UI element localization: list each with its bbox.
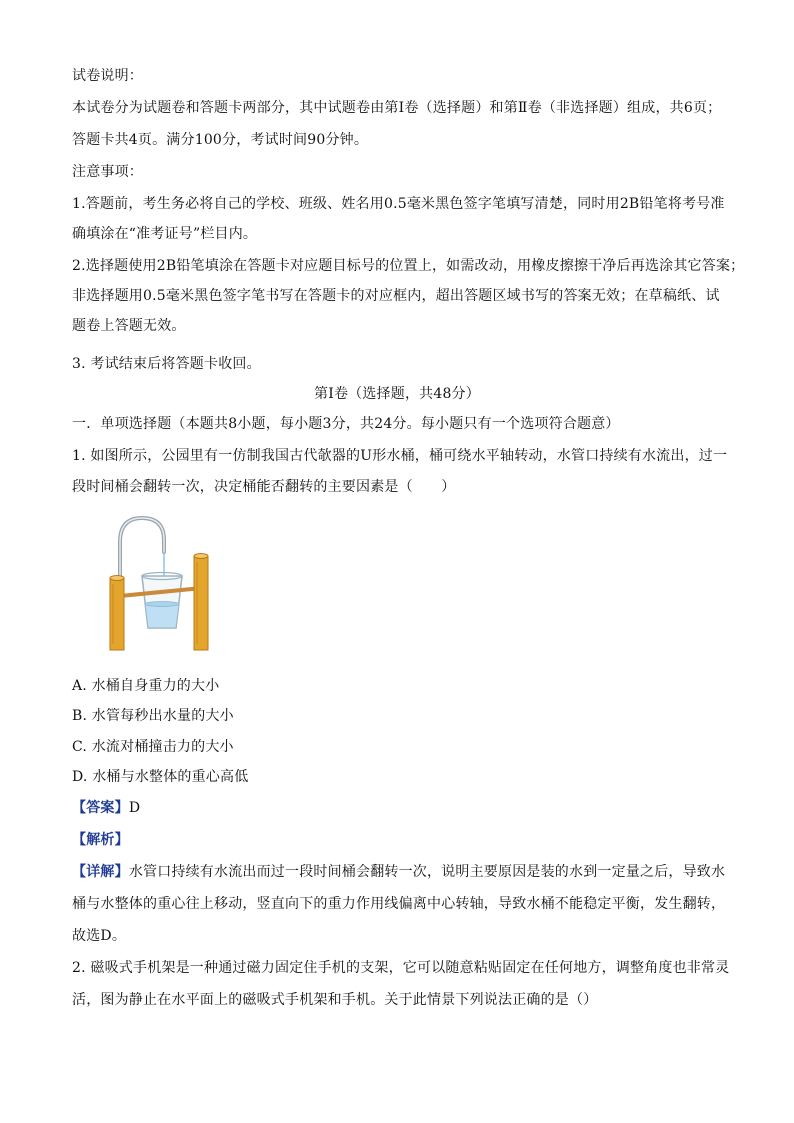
question-1-option-c: C. 水流对桶撞击力的大小: [72, 739, 234, 755]
question-1-option-d: D. 水桶与水整体的重心高低: [72, 769, 249, 785]
instructions-title: 试卷说明：: [72, 68, 143, 84]
note-2-line-3: 题卷上答题无效。: [72, 318, 186, 334]
question-1-stem-line-2: 段时间桶会翻转一次，决定桶能否翻转的主要因素是（ ）: [72, 479, 456, 495]
instructions-line-2: 答题卡共4页。满分100分，考试时间90分钟。: [72, 132, 369, 148]
part-heading: 一．单项选择题（本题共8小题，每小题3分，共24分。每小题只有一个选项符合题意）: [72, 416, 620, 432]
question-1-answer: [72, 798, 732, 818]
analysis-tag: 【解析】: [72, 832, 129, 848]
question-1-detail-line-3: 故选D。: [72, 928, 127, 944]
note-1-line-1: 1.答题前，考生务必将自己的学校、班级、姓名用0.5毫米黑色签字笔填写清楚，同时用2B铅笔将考号准: [72, 196, 725, 212]
detail-text-1: 水管口持续有水流出而过一段时间桶会翻转一次，说明主要原因是装的水到一定量之后，导致水: [128, 864, 726, 880]
water-bucket-figure: [100, 512, 220, 652]
question-1-analysis: [72, 830, 732, 850]
detail-tag: 【详解】: [72, 864, 129, 880]
section-title: 第Ⅰ卷（选择题，共48分）: [314, 386, 480, 402]
question-2-stem-line-1: 2. 磁吸式手机架是一种通过磁力固定住手机的支架，它可以随意粘贴固定在任何地方，调整角度也非常灵: [72, 960, 730, 976]
question-1-stem-line-1: 1. 如图所示，公园里有一仿制我国古代欹器的U形水桶，桶可绕水平轴转动，水管口持续有水流出，过一: [72, 448, 728, 464]
notes-title: 注意事项：: [72, 164, 143, 180]
note-2-line-2: 非选择题用0.5毫米黑色签字笔书写在答题卡的对应框内，超出答题区域书写的答案无效；在草稿纸、试: [72, 288, 720, 304]
question-1-detail-line-1: [72, 862, 732, 882]
instructions-line-1: 本试卷分为试题卷和答题卡两部分，其中试题卷由第Ⅰ卷（选择题）和第Ⅱ卷（非选择题）组成，共6页；: [72, 100, 722, 116]
note-1-line-2: 确填涂在“准考证号”栏目内。: [72, 226, 258, 242]
question-2-stem-line-2: 活，图为静止在水平面上的磁吸式手机架和手机。关于此情景下列说法正确的是（）: [72, 992, 598, 1008]
note-2-line-1: 2.选择题使用2B铅笔填涂在答题卡对应题目标号的位置上，如需改动，用橡皮擦擦干净后再选涂其它答案；: [72, 258, 745, 274]
question-1-detail-line-2: 桶与水整体的重心往上移动，竖直向下的重力作用线偏离中心转轴，导致水桶不能稳定平衡，发生翻转，: [72, 896, 726, 912]
answer-value: D: [128, 800, 141, 816]
water-bucket-illustration: [100, 512, 220, 652]
question-1-option-b: B. 水管每秒出水量的大小: [72, 708, 234, 724]
question-1-option-a: A. 水桶自身重力的大小: [72, 678, 220, 694]
answer-tag: 【答案】: [72, 800, 129, 816]
note-3: 3. 考试结束后将答题卡收回。: [72, 356, 261, 372]
